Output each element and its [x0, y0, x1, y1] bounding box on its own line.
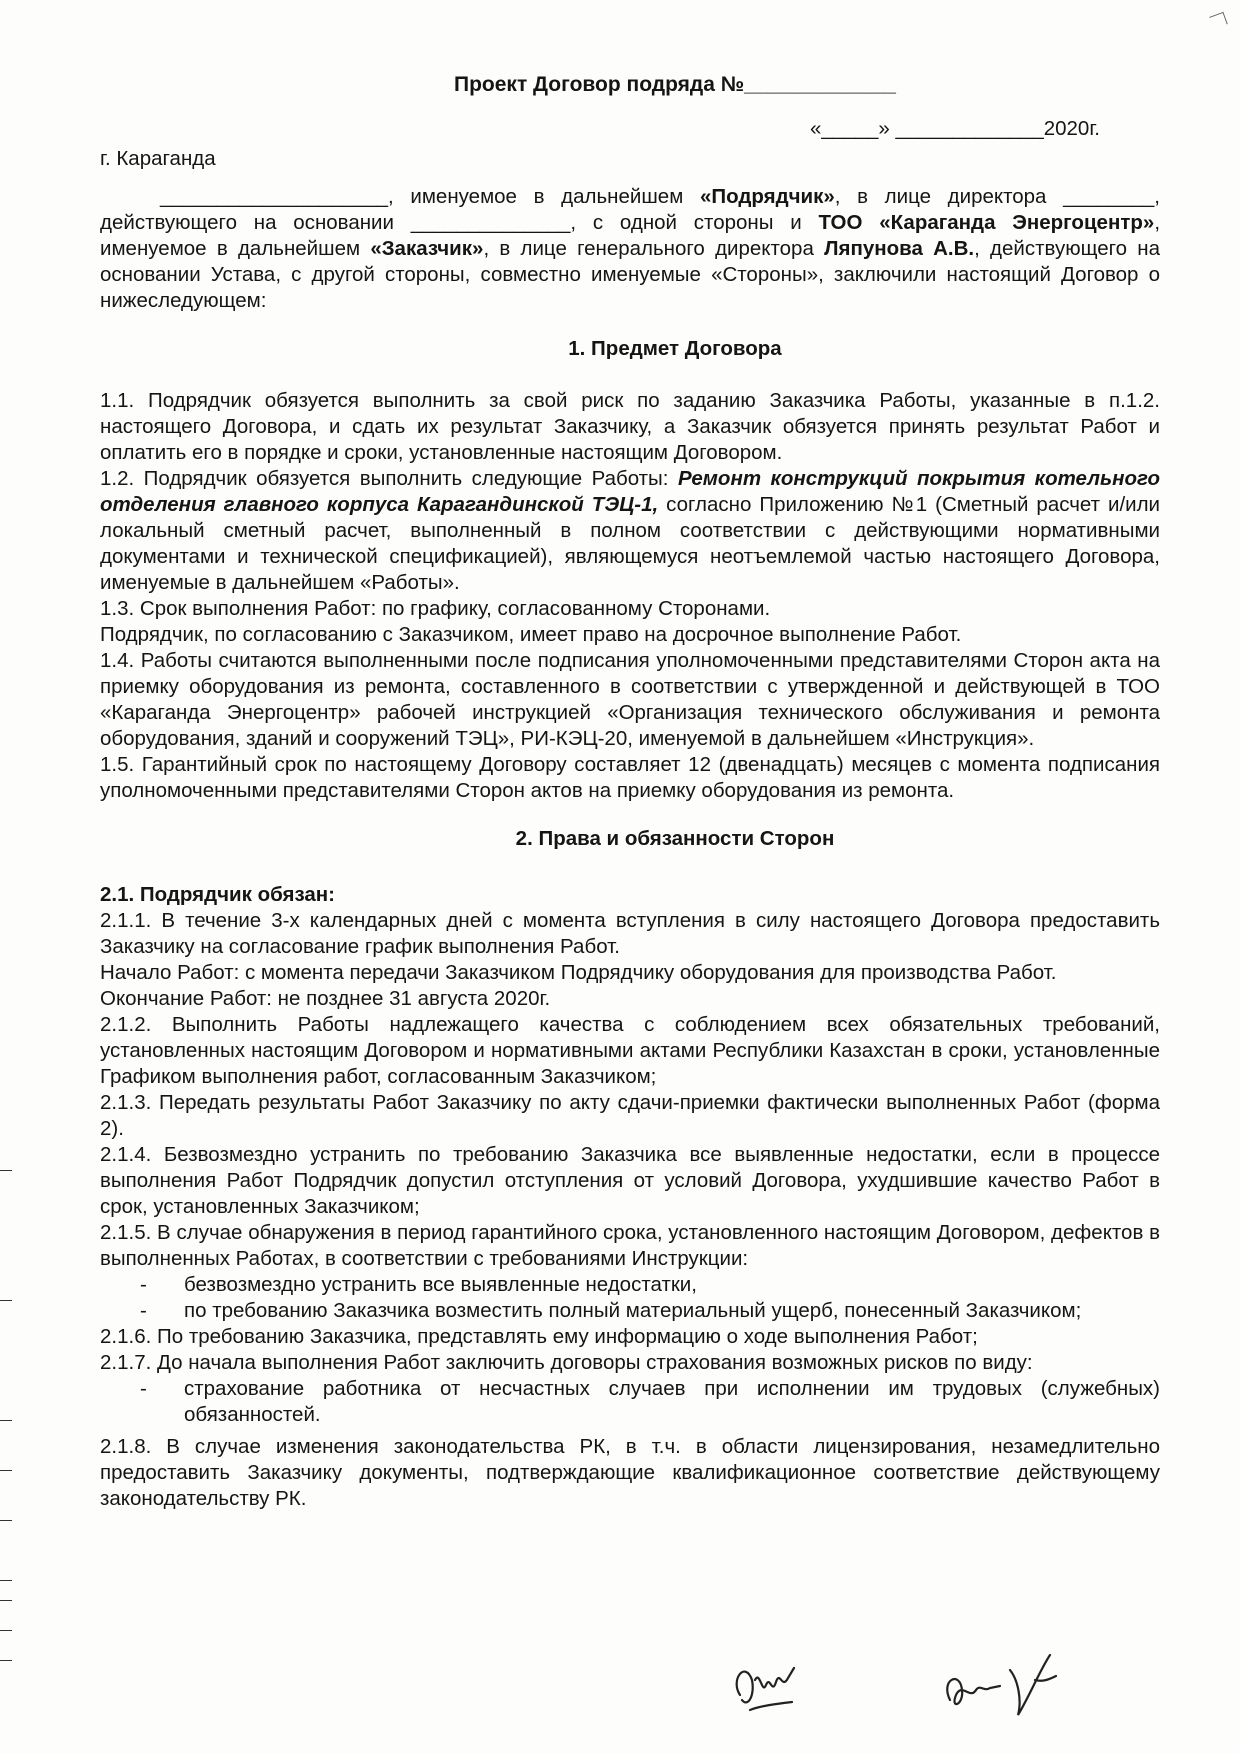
- clause-2-1-5-item-2: - по требованию Заказчика возместить полный материальный ущерб, понесенный Заказчиком;: [100, 1298, 1160, 1324]
- clause-1-4: 1.4. Работы считаются выполненными после подписания уполномоченными представителями Сторон акта на приемку оборудования из ремонта, составленного в соответствии с утвержденной и действующей в ТОО «Караганда Энергоцентр» рабочей инструкцией «Организация технического обслуживания и ремонта оборудования, зданий и сооружений ТЭЦ», РИ-КЭЦ-20, именуемой в дальнейшем «Инструкция».: [100, 649, 1160, 750]
- clause-1-2-works: Ремонт конструкций покрытия котельного отделения главного корпуса Карагандинской ТЭЦ-1,: [100, 467, 1160, 516]
- director-name: Ляпунова А.В.: [824, 237, 975, 260]
- clause-1-5: 1.5. Гарантийный срок по настоящему Договору составляет 12 (двенадцать) месяцев с момента подписания уполномоченными представителями Сторон актов на приемку оборудования из ремонта.: [100, 753, 1160, 802]
- customer-term: «Заказчик»: [370, 237, 484, 260]
- preamble-text-1: ____________________, именуемое в дальнейшем: [160, 185, 700, 208]
- signature-left-icon: [737, 1668, 794, 1710]
- preamble: [100, 184, 1160, 314]
- works-start: Начало Работ: с момента передачи Заказчиком Подрядчику оборудования для производства Работ.: [100, 961, 1057, 984]
- clause-1-2-text-c: согласно Приложению №1 (Сметный расчет и/или локальный сметный расчет, выполненный в полном соответствии с действующими нормативными документами и технической спецификацией), являющемуся неотъемлемой частью настоящего Договора, именуемые в дальнейшем «Работы».: [100, 493, 1161, 594]
- preamble-text-5: , действующего на основании Устава, с другой стороны, совместно именуемые «Стороны», заключили настоящий Договор о нижеследующем:: [100, 237, 1160, 312]
- clause-1-1: 1.1. Подрядчик обязуется выполнить за свой риск по заданию Заказчика Работы, указанные в п.1.2. настоящего Договора, и сдать их результат Заказчику, а Заказчик обязуется принять результат Работ и оплатить его в порядке и сроки, установленные настоящим Договором.: [100, 389, 1160, 464]
- signature-right-icon: [947, 1655, 1056, 1715]
- clause-1-3: 1.3. Срок выполнения Работ: по графику, согласованному Сторонами.: [100, 597, 771, 620]
- preamble-text-3: , именуемое в дальнейшем: [100, 211, 1161, 260]
- section-1-title: 1. Предмет Договора: [568, 337, 782, 360]
- clause-2-1-5: 2.1.5. В случае обнаружения в период гарантийного срока, установленного настоящим Договором, дефектов в выполненных Работах, в соответствии с требованиями Инструкции:: [100, 1221, 1160, 1270]
- clause-1-3-note: Подрядчик, по согласованию с Заказчиком, имеет право на досрочное выполнение Работ.: [100, 623, 962, 646]
- clause-2-1-3: 2.1.3. Передать результаты Работ Заказчику по акту сдачи-приемки фактически выполненных Работ (форма 2).: [100, 1091, 1160, 1140]
- clause-2-1-5-item-1: - безвозмездно устранить все выявленные недостатки,: [100, 1272, 1160, 1298]
- document-title: Проект Договор подряда №_____________: [454, 73, 896, 96]
- contract-city: г. Караганда: [100, 147, 216, 170]
- document-body: [100, 72, 1160, 1512]
- clause-2-1-heading: 2.1. Подрядчик обязан:: [100, 883, 335, 906]
- section-2-title: 2. Права и обязанности Сторон: [515, 827, 835, 850]
- clause-2-1-7-item-1: - страхование работника от несчастных случаев при исполнении им трудовых (служебных) обязанностей.: [100, 1376, 1160, 1428]
- clause-2-1-6: 2.1.6. По требованию Заказчика, представлять ему информацию о ходе выполнения Работ;: [100, 1325, 978, 1348]
- preamble-text-2: , в лице директора ________, действующего на основании ______________, с одной стороны и: [100, 185, 1160, 234]
- clause-2-1-7: 2.1.7. До начала выполнения Работ заключить договоры страхования возможных рисков по виду:: [100, 1351, 1033, 1374]
- contract-date: «_____» _____________2020г.: [810, 117, 1100, 140]
- binding-margin-marks: [0, 1170, 14, 1690]
- customer-company: ТОО «Караганда Энергоцентр»: [818, 211, 1155, 234]
- clause-2-1-1: 2.1.1. В течение 3-х календарных дней с момента вступления в силу настоящего Договора предоставить Заказчику на согласование график выполнения Работ.: [100, 909, 1160, 958]
- clause-1-2: [100, 466, 1160, 596]
- clause-1-2-text-a: 1.2. Подрядчик обязуется выполнить следующие Работы:: [100, 467, 678, 490]
- place-date-row: [100, 116, 1160, 170]
- works-end: Окончание Работ: не позднее 31 августа 2020г.: [100, 987, 551, 1010]
- signatures: [700, 1640, 1180, 1730]
- clause-2-1-8: 2.1.8. В случае изменения законодательства РК, в т.ч. в области лицензирования, незамедлительно предоставить Заказчику документы, подтверждающие квалификационное соответствие действующему законодательству РК.: [100, 1435, 1160, 1510]
- contractor-term: «Подрядчик»: [699, 185, 835, 208]
- preamble-text-4: , в лице генерального директора: [483, 237, 825, 260]
- clause-2-1-4: 2.1.4. Безвозмездно устранить по требованию Заказчика все выявленные недостатки, если в процессе выполнения Работ Подрядчик допустил отступления от условий Договора, ухудшившие качество Работ в срок, установленных Заказчиком;: [100, 1143, 1160, 1218]
- clause-2-1-2: 2.1.2. Выполнить Работы надлежащего качества с соблюдением всех обязательных требований, установленных настоящим Договором и нормативными актами Республики Казахстан в сроки, установленные Графиком выполнения работ, согласованным Заказчиком;: [100, 1013, 1160, 1088]
- scan-corner-mark: [1209, 12, 1228, 29]
